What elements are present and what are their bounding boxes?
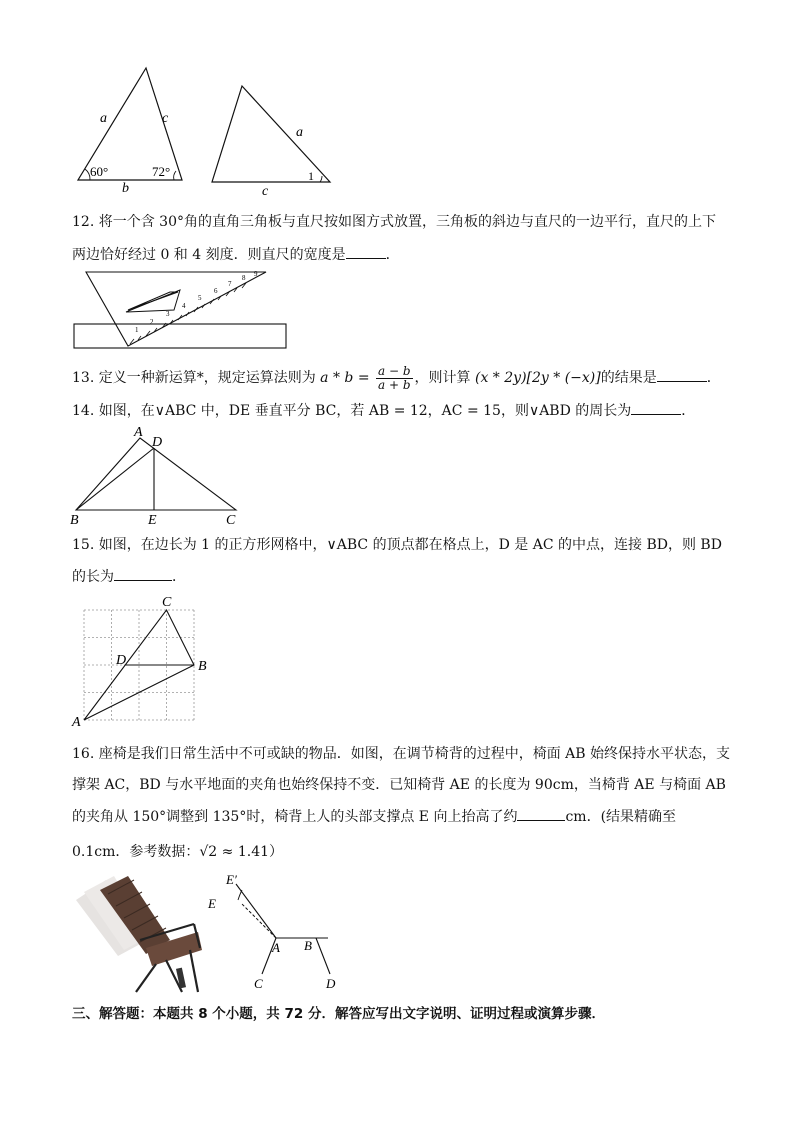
q13-frac-num: a − b xyxy=(378,363,411,378)
tri1-angle-72: 72° xyxy=(152,164,171,179)
q14-triangle-figure xyxy=(66,424,256,528)
q12-line1 xyxy=(72,212,716,232)
q15-text1: 如图，在边长为 1 的正方形网格中，∨ABC 的顶点都在格点上，D 是 AC 的中点，连接 BD，则 BD xyxy=(98,537,722,553)
q14-number: 14. xyxy=(72,403,95,419)
tri2-side-a: a xyxy=(296,125,303,140)
svg-text:1: 1 xyxy=(135,326,139,334)
tri2-angle-1: 1 xyxy=(308,169,314,183)
back-AE-prime xyxy=(236,884,276,938)
svg-text:5: 5 xyxy=(198,294,202,302)
q15-label-B: B xyxy=(198,659,207,674)
q13-text-b: ，则计算 xyxy=(414,370,471,386)
q16-label-E: E xyxy=(208,896,216,911)
svg-text:4: 4 xyxy=(182,302,186,310)
q12-number: 12. xyxy=(72,214,95,230)
q14-label-D: D xyxy=(152,435,163,450)
triangle-a-c-1 xyxy=(212,86,330,199)
svg-text:7: 7 xyxy=(228,280,232,288)
q16-label-D: D xyxy=(326,976,336,991)
q16-label-A: A xyxy=(272,940,280,955)
q12-answer-blank[interactable] xyxy=(346,244,386,259)
q14-label-E: E xyxy=(148,513,157,528)
ruler xyxy=(74,324,286,348)
tri1-angle-60: 60° xyxy=(90,164,109,179)
q13-frac-den: a + b xyxy=(378,377,411,392)
q16-diagram xyxy=(208,870,348,998)
ruler-ticks xyxy=(130,283,246,344)
q13-formula-left: a * b = xyxy=(320,370,370,386)
q16-label-B: B xyxy=(304,938,312,953)
svg-text:9: 9 xyxy=(254,270,258,278)
q15-line2 xyxy=(72,566,186,587)
svg-text:2: 2 xyxy=(150,318,154,326)
q13-end: ． xyxy=(706,370,721,386)
q12-text2: 两边恰好经过 0 和 4 刻度．则直尺的宽度是 xyxy=(72,247,346,263)
q12-ruler-figure xyxy=(70,266,300,356)
q16-number: 16. xyxy=(72,746,95,762)
support-BD xyxy=(316,938,330,974)
q16-answer-blank[interactable] xyxy=(517,806,565,821)
q15-label-A: A xyxy=(72,715,81,730)
section3-heading: 三、解答题：本题共 8 个小题，共 72 分．解答应写出文字说明、证明过程或演算步骤． xyxy=(72,1006,605,1022)
q15-number: 15. xyxy=(72,537,95,553)
top-triangles-figure xyxy=(70,62,350,199)
q15-line1 xyxy=(72,535,722,555)
q15-text2: 的长为 xyxy=(72,569,114,585)
q13-text-c: 的结果是 xyxy=(600,370,657,386)
q16-line3 xyxy=(72,806,676,827)
q14-label-B: B xyxy=(70,513,79,528)
set-square-outer xyxy=(86,272,266,346)
q15-end: ． xyxy=(172,569,186,585)
q14-answer-blank[interactable] xyxy=(631,400,681,415)
q13-expression: (x * 2y)[2y * (−x)] xyxy=(475,370,601,386)
q16-label-C: C xyxy=(254,976,263,991)
tri1-side-b: b xyxy=(122,181,129,196)
q14-text: 如图，在∨ABC 中，DE 垂直平分 BC，若 AB = 12，AC = 15，则∨ABD 的周长为 xyxy=(98,403,632,419)
q16-text3-end: cm．(结果精确至 xyxy=(565,809,677,825)
q16-text1: 座椅是我们日常生活中不可或缺的物品．如图，在调节椅背的过程中，椅面 AB 始终保持水平状态，支 xyxy=(98,746,731,762)
q13-line xyxy=(72,364,721,392)
q12-text1: 将一个含 30°角的直角三角板与直尺按如图方式放置，三角板的斜边与直尺的一边平行，直尺的上下 xyxy=(98,214,716,230)
svg-text:8: 8 xyxy=(242,274,246,282)
q15-grid-figure xyxy=(66,592,226,730)
svg-text:6: 6 xyxy=(214,287,218,295)
q14-label-C: C xyxy=(226,513,236,528)
q16-text2: 撑架 AC，BD 与水平地面的夹角也始终保持不变．已知椅背 AE 的长度为 90cm，当椅背 AE 与椅面 AB xyxy=(72,777,726,793)
q16-text4: 0.1cm．参考数据：√2 ≈ 1.41） xyxy=(72,844,284,860)
q14-end: ． xyxy=(681,403,696,419)
q16-line2 xyxy=(72,775,726,795)
tri2-side-c: c xyxy=(262,184,269,199)
back-AE-dashed xyxy=(242,904,276,938)
q15-label-C: C xyxy=(162,595,172,610)
segment-BD xyxy=(76,448,154,510)
q14-line xyxy=(72,400,695,421)
q13-answer-blank[interactable] xyxy=(657,367,707,382)
q15-answer-blank[interactable] xyxy=(114,566,172,581)
q13-fraction xyxy=(376,365,413,392)
q16-line4 xyxy=(72,842,283,862)
svg-text:3: 3 xyxy=(166,310,170,318)
triangle-60-72 xyxy=(78,68,182,196)
q13-number: 13. xyxy=(72,370,95,386)
q12-line2 xyxy=(72,244,400,265)
q16-line1 xyxy=(72,744,730,764)
tri1-side-a: a xyxy=(100,111,107,126)
q12-end: ． xyxy=(385,247,400,263)
tri1-side-c: c xyxy=(162,111,169,126)
q16-label-E-prime: E′ xyxy=(226,872,237,887)
q16-text3: 的夹角从 150°调整到 135°时，椅背上人的头部支撑点 E 向上抬高了约 xyxy=(72,809,518,825)
q15-label-D: D xyxy=(116,653,127,668)
q14-label-A: A xyxy=(134,425,143,440)
chair-photo xyxy=(70,870,210,998)
q13-text-a: 定义一种新运算*，规定运算法则为 xyxy=(98,370,316,386)
